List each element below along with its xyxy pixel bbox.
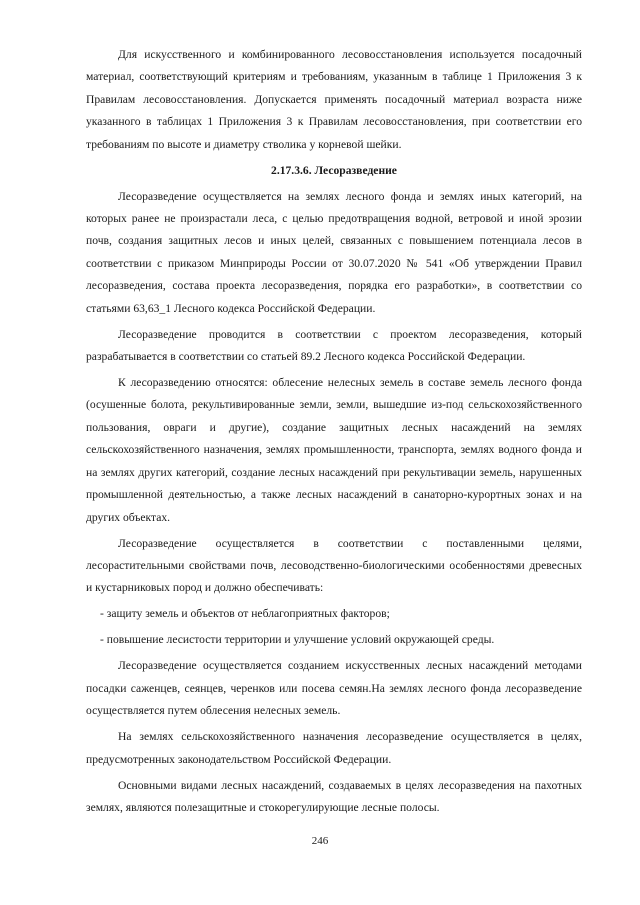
document-page	[86, 44, 582, 823]
paragraph-afforestation-methods: Лесоразведение осуществляется созданием искусственных лесных насаждений методами посадки саженцев, сеянцев, черенков или посева семян.На землях лесного фонда лесоразведение осуществляется путем облесения нелесных земель.	[86, 659, 582, 718]
paragraph-forest-belts: Основными видами лесных насаждений, создаваемых в целях лесоразведения на пахотных землях, являются полезащитные и стокорегулирующие лесные полосы.	[86, 778, 582, 814]
list-item: - повышение лесистости территории и улучшение условий окружающей среды.	[100, 633, 495, 647]
intro-paragraph: Для искусственного и комбинированного лесовосстановления используется посадочный материал, соответствующий критериям и требованиям, указанным в таблице 1 Приложения 3 к Правилам лесовосстановления. Допускается применять посадочный материал возраста ниже указанного в таблицах 1 Приложения 3 к Правилам лесовосстановления, при соответствии его требованиям по высоте и диаметру стволика у корневой шейки.	[86, 48, 582, 151]
paragraph-afforestation-requirements: Лесоразведение осуществляется в соответствии с поставленными целями, лесорастительными свойствами почв, лесоводственно-биологическими особенностями древесных и кустарниковых пород и должно обеспечивать:	[86, 536, 582, 595]
paragraph-afforestation-project: Лесоразведение проводится в соответствии с проектом лесоразведения, который разрабатывается в соответствии со статьей 89.2 Лесного кодекса Российской Федерации.	[86, 327, 582, 364]
paragraph-afforestation-definition: Лесоразведение осуществляется на землях лесного фонда и землях иных категорий, на которых ранее не произрастали леса, с целью предотвращения водной, ветровой и иной эрозии почв, создания защитных лесов и иных целей, связанных с повышением потенциала лесов в соответствии с приказом Минприроды России от 30.07.2020 № 541 «Об утверждении Правил лесоразведения, состава проекта лесоразведения, порядка его разработки», в соответствии со статьями 63,63_1 Лесного кодекса Российской Федерации.	[86, 189, 582, 315]
list-item: - защиту земель и объектов от неблагоприятных факторов;	[100, 607, 390, 621]
paragraph-agricultural-lands: На землях сельскохозяйственного назначения лесоразведение осуществляется в целях, предусмотренных законодательством Российской Федерации.	[86, 730, 582, 766]
section-heading: 2.17.3.6. Лесоразведение	[271, 163, 397, 177]
page-number: 246	[311, 835, 329, 847]
paragraph-afforestation-types: К лесоразведению относятся: облесение нелесных земель в составе земель лесного фонда (осушенные болота, рекультивированные земли, земли, вышедшие из-под сельскохозяйственного пользования, овраги и другие), создание защитных лесных насаждений на землях сельскохозяйственного назначения, землях промышленности, транспорта, землях водного фонда и на землях других категорий, создание лесных насаждений при рекультивации земель, нарушенных промышленной деятельностью, а также лесных насаждений в санаторно-курортных зонах и на других объектах.	[86, 376, 582, 524]
